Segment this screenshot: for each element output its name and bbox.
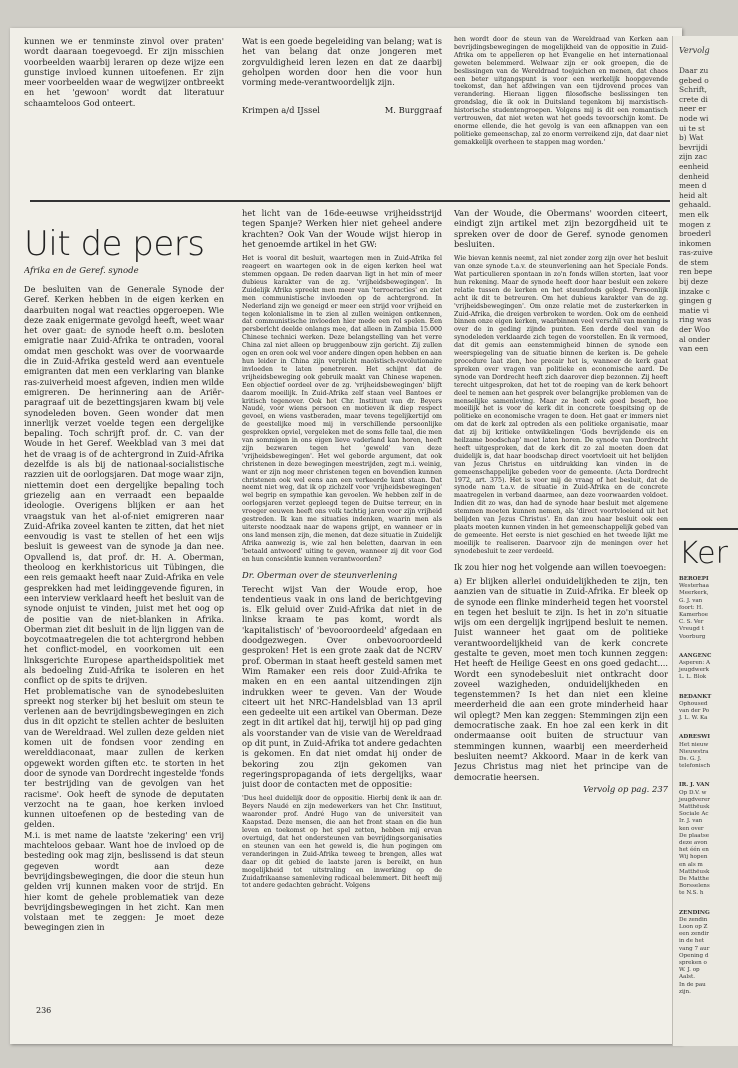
next-page-section bbox=[679, 653, 738, 682]
page-number: 236 bbox=[36, 1006, 52, 1015]
col1-paragraph: M.i. is met name de laatste 'zekering' een vrij machteloos gebaar. Want hoe de invloed op de besteding ook mag zijn, beslissend is dat steun gegeven wordt aan deze bevrijdingsbewegingen, die door die steun hun gelden vrij kunnen maken voor de strijd. En hier komt de gehele problematiek van deze bevrijdingsbewegingen in het zicht. Kan men volstaan met te zeggen: Je moet deze bewegingen zien in bbox=[24, 829, 224, 933]
next-page-section-head: ZENDING bbox=[679, 909, 710, 916]
col3-tail: Ik zou hier nog het volgende aan willen toevoegen: bbox=[454, 561, 667, 572]
col1-paragraph: Het problematische van de synodebesluiten spreekt nog sterker bij het besluit om steun te verlenen aan de bevrijdingsbewegingen en zich dus in dit opzicht te stellen achter de besluiten van de Wereldraad. Wel zullen deze gelden niet komen uit de fondsen voor zending en werelddiaconaat, maar zullen de kerken opgewekt worden giften etc. te storten in het door de synode van Dordrecht ingestelde 'fonds ter bestrijding van de gevolgen van het racisme'. Ook heeft de synode de deputaten verzocht na te gaan, hoe kerken invloed kunnen uitoefenen op de besteding van de gelden. bbox=[24, 685, 224, 830]
next-page-edge bbox=[672, 36, 738, 1046]
signature bbox=[242, 105, 442, 115]
next-page-section-head: ADRESWI bbox=[679, 734, 711, 741]
next-page-section-text: Het nieuw Nieuwstra Ds. G. J. telefonisch bbox=[679, 741, 711, 770]
top-text-3: hen wordt door de steun van de Wereldraad van Kerken aan bevrijdingsbewegingen de mogelijkheid van de oppositie in Zuid-Afrika om te appelleren op het Evangelie en het internationaal geweten belemmerd. Welwaar zijn er ook groepen, die de beslissingen van de Wereldraad toejuichen en menen, dat chaos een beter uitgangspunt is voor een werkelijk hoopgevende toekomst, dan het afdwingen van een tijdrovend proces van verandering. Hieraan liggen filosofische beslissingen ten grondslag, die ik ook in Duitsland tegenkom bij marxistisch-historische studentengroepen. Volgens mij is dit een romantisch vertrouwen, dat niet weten wat het goeds tevoorschijn komt. De enorme ellende, die het gevolg is van een afknappen van een politieke gemeenschap, zal zo enorm verreikend zijn, dat daar niet gemakkelijk overheen te stappen mag worden.' bbox=[454, 36, 668, 146]
top-column-2 bbox=[242, 36, 442, 156]
section-divider bbox=[30, 200, 670, 202]
next-page-section-text: Op D.V. w jeugdverer Matthëusk Sociale Ac Ir. J. van ken over De plaatse deze avon het één en Wij hopen en als m Matthëusk De Matthe Borsselens te N.S. h bbox=[679, 789, 710, 897]
next-page-section bbox=[679, 734, 738, 770]
top-text-2: Wat is een goede begeleiding van belang; wat is het van belang dat onze jongeren met zorgvuldigheid leren lezen en dat ze daarbij geholpen worden door hen die voor hun vorming mede-verantwoordelijk zijn. bbox=[242, 36, 442, 88]
col2-body: Terecht wijst Van der Woude erop, hoe tendentieus vaak in ons land de berichtgeving is. Elk geluid over Zuid-Afrika dat niet in de linkse kraam te pas komt, wordt als 'kapitalistisch' of 'bevooroordeeld' afgedaan en doodgezwegen. Over onbevooroordeeld gesproken! Het is een grote zaak dat de NCRV prof. Oberman in staat heeft gesteld samen met Wim Ramaker een reis door Zuid-Afrika te maken en en een aantal uitzendingen zijn indrukken weer te geven. Van der Woude citeert uit het NRC-Handelsblad van 13 april een gedeelte uit een artikel van Oberman. Deze zegt in dit artikel dat hij, terwijl hij op pad ging als voorstander van de visie van de Wereldraad op dit punt, in Zuid-Afrika tot andere gedachten is gekomen. En dat niet omdat hij onder de bekoring zou zijn gekomen van regeringspropaganda of iets dergelijks, waar juist door de contacten met de oppositie: bbox=[242, 583, 442, 790]
top-column-1 bbox=[24, 36, 224, 108]
article-column-2 bbox=[242, 208, 442, 1008]
col3-quote: Wie bievan kennis neemt, zal niet zonder zorg zijn over het besluit van onze synode t.a.v. de steunverlening aan het Speciale Fonds. Wat particulieren spontaan in zo'n fonds willen storten, laat voor hun rekening. Maar de synode heeft door haar besluit een zekere relatie tussen de kerken en het steunfonds gelegd. Persoonlijk acht ik dit te betreuren. Om het dubieus karakter van de zg. 'vrijheidsbewegingen'. Om onze relatie met de zusterkerken in Zuid-Afrika, die dreigen verbroken te worden. Ook om de eenheid binnen onze eigen kerken, waarbinnen veel verschil van mening is over de in geding zijnde punten. Een derde deel van de synodeleden verklaarde zich tegen de voorstellen. En ik vermoed, dat dit gemis aan eenstemmigheid binnen de synode een weerspiegeling van de situatie binnen de kerken is. De gehele procedure laat zien, hoe precair het is, wanneer de kerk gaat spreken over vragen van politieke en economische aard. De synode van Dordrecht heeft zich daarover diep bezonnen. Zij heeft terecht uitgesproken, dat het tot de roeping van de kerk behoort deel te nemen aan het gesprek over belangrijke problemen van de menselijke samenleving. Maar ze heeft ook goed beseft, hoe moeilijk het is voor de kerk dit in concrete toespitsing op de politieke en economische vragen te doen. Het gaat er immers niet om dat de kerk zal optreden als een politieke organisatie, maar dat zij bij kritieke ontwikkelingen 'Gods bevrijdende eis en heilzame boodschap' moet laten horen. De synode van Dordrecht heeft uitgesproken, dat de kerk dit zo zal moeten doen dat duidelijk is, dat haar boodschap direct voortvloeit uit het belijden van Jezus Christus en uitdrukking kan vinden in de gemeenschappelijke gebeden voor de gemeente. (Acta Dordrecht 1972, art. 375). Het is voor mij de vraag of het besluit, dat de synode nam t.a.v. de situatie in Zuid-Afrika en de concrete maatregelen in verband daarmee, aan deze voorwaarden voldoet. Indien dit zo was, dan had de synode haar besluit met algemene stemmen moeten kunnen nemen, als 'direct voortvloeiend uit het belijden van Jezus Christus'. En dan zou haar besluit ook een plaats moeten kunnen vinden in het gemeenschappelijk gebed van de gemeente. Het eerste is niet geschied en het tweede lijkt me moeilijk te realiseren. Daarvoor zijn de meningen over het synodebesluit te zeer verdeeld. bbox=[454, 255, 668, 555]
article-column-3 bbox=[454, 208, 668, 1012]
next-page-section bbox=[679, 782, 738, 897]
next-page-title: Ker bbox=[679, 536, 728, 571]
next-page-section-text: Ophoused van der Po J. L. W. Ka bbox=[679, 700, 710, 722]
next-page-section-text: Asperen: A jeugdwerk L. L. Blok bbox=[679, 660, 711, 681]
next-page-divider bbox=[679, 528, 738, 530]
next-page-text: Daar zu gebed o Schrift, crete di neer er node wi ui te st b) Wat bevrijdi zijn zac eenheid denheid meen d heid alt gehaald. men elk mogen z broederl inkomen ras-zuive de stem ren bepe bij deze inzake c gingen g matie vi ring was der Woo al onder van een bbox=[679, 66, 713, 354]
article-deck: Afrika en de Geref. synode bbox=[24, 266, 139, 276]
next-page-section-text: Westerhaa Meerkerk, G. J. van foort: H. Kamerhoe C. S. Ver Vreugd t Voorburg bbox=[679, 583, 709, 640]
next-page-section-head: BEDANKT bbox=[679, 693, 712, 700]
next-page-section-head: AANGENC bbox=[679, 652, 712, 659]
col1-paragraph: De besluiten van de Generale Synode der Geref. Kerken hebben in de eigen kerken en daarbuiten nogal wat reacties opgeroepen. Wie deze zaak enigermate gevolgd heeft, weet waar het over gaat: de synode heeft o.m. besloten emigratie naar Zuid-Afrika te ontraden, vooral omdat men geschokt was over de voorwaarde die in Zuid-Afrika gesteld werd aan eventuele emigranten dat men een verklaring van blanke ras-zuiverheid moest afgeven, indien men wilde emigreren. De herinnering aan de Ariër-paragraaf uit de bezettingsjaren kwam bij vele synodeleden boven. Geen wonder dat men innerlijk verzet voelde tegen een dergelijke bepaling. Toch schrijft prof. dr. C. van der Woude in het Geref. Weekblad van 3 mei dat het de vraag is of de achtergrond in Zuid-Afrika dezelfde is als bij de nationaal-socialistische razzien uit de oorlogsjaren. Dat moge waar zijn, niettemin doet een dergelijke bepaling toch griezelig aan en verraadt een bepaalde ideologie. Overigens blijken er aan het vraagstuk van het al-of-niet emigreren naar Zuid-Afrika zoveel kanten te zitten, dat het niet eenvoudig is vast te stellen of het een wijs besluit is geweest van de synode ja dan nee. Opvallend is, dat prof. dr. H. A. Oberman, theoloog en kerkhistoricus uit Tübingen, die een reis gemaakt heeft naar Zuid-Afrika en vele gesprekken had met leidinggevende figuren, in een interview verklaard heeft het besluit van de synode onjuist te vinden, juist met het oog op de positie van de niet-blanken in Afrika. Oberman ziet dit besluit in de lijn liggen van de boycotmaatregelen die tot achtergrond hebben het conflict-model, en voorkomen uit een linksgerichte Europese apartheidspolitiek met als bedoeling Zuid-Afrika te isoleren en het conflict op de spits te drijven. bbox=[24, 284, 224, 686]
col2-intro: het licht van de 16de-eeuwse vrijheidsstrijd tegen Spanje? Werken hier niet geheel andere krachten? Ook Van der Woude wijst hierop in het genoemde artikel in het GW: bbox=[242, 208, 442, 249]
next-page-section bbox=[679, 694, 738, 723]
signature-name: M. Burggraaf bbox=[384, 105, 442, 116]
top-column-3 bbox=[454, 36, 668, 194]
article-title: Uit de pers bbox=[24, 224, 205, 264]
top-text-1: kunnen we er tenminste zinvol over praten' wordt daaraan toegevoegd. Er zijn misschien voorbeelden waarbij leraren op deze wijze een gunstige invloed kunnen uitoefenen. Er zijn meer voorbeelden waar de wegwijzer ontbreekt en het 'gewoon' wordt dat literatuur schaamteloos God onteert. bbox=[24, 36, 224, 108]
next-page-vervolg: Vervolg bbox=[679, 46, 710, 55]
magazine-page bbox=[10, 28, 682, 1044]
next-page-section-head: BEROEPI bbox=[679, 576, 709, 582]
next-page-section-head: IR. J. VAN bbox=[679, 782, 710, 789]
next-page-section-text: De zendin Loon op Z een zendir in de het vang 7 aur Opening d spreken o W. J. op Aalst. In de pau zijn. bbox=[679, 916, 710, 995]
col2-subhead: Dr. Oberman over de steunverlening bbox=[242, 569, 398, 580]
col2-quote: Het is vooral dit besluit, waartegen men in Zuid-Afrika fel reageert en waartegen ook in de eigen kerken heel wat stemmen opgaan. De reden daarvan ligt in het min of meer dubieus karakter van de zg. 'vrijheidsbewegingen'. In Zuidelijk Afrika spreekt men meer van 'terroeracties' en ziet men communistische invloeden op de achtergrond. In Nederland zijn we geneigd er meer een strijd voor vrijheid en tegen kolonialisme in te zien al zullen weinigen ontkennen, dat communistische invloeden hier mede een rol spelen. Een persberlcht deelde onlangs mee, dat alleen in Zambia 15.000 Chinese technici werken. Deze belangstelling van het verre China zal niet alleen op bruggenbouw zijn gericht. Zij zullen ogen en oren ook wel voor andere dingen open hebben en aan hun leider in China zijn verplicht maoïstisch-revolutionaire invloeden te laten penetreren. Het schijnt dat de vrijheidsbeweging ook gebruik maakt van Chinese wapenen. Een objectief oordeel over de zg. 'vrijheidsbewegingen' blijft daarom moeilijk. In Zuid-Afrika zelf staan veel Bantoes er kritisch tegenover. Ook het Chr. Instituut van dr. Beyers Naudé, voor wiens persoon en motieven ik diep respect gevoel, en wiens vastberaden, maar tevens tegelijkertijd om de geestelijke moed mij in verschillende persoonlijke gesprekken opviel, vergeleken met de soms felle taal, die men van sommigen in ons eigen lieve vaderland kan horen, heeft zijn bezwaren tegen het 'geweld' van deze 'vrijheidsbewegingen'. Het wel geborde argument, dat ook christenen in deze bewegingen meestrijden, zegt m.i. weinig, want er zijn nog meer christenen tegen en bovendien kunnen christenen ook wel eens aan een verkeerde kant staan. Dat neemt niet weg, dat ik op zichzelf voor 'vrijheidsbewegingen' wel begrip en sympathie kan gevoelen. We hebben zelf in de oorlogsjaren verzet gepleegd tegen de Duitse terreur, en in vroeger eeuwen heeft ons volk tachtig jaren voor zijn vrijheid gestreden. Ik kan me situaties indenken, waarin men als uiterste noodzaak naar de wapens grijpt, en wanneer er in ons land mensen zijn, die menen, dat deze situatie in Zuidelijk Afrika aanwezig is, wie zal hen beletten, daarvan in een 'betaald antwoord' uiting te geven, wanneer zij dit voor God en hun consciëntie kunnen verantwoorden? bbox=[242, 255, 442, 563]
next-page-section bbox=[679, 910, 738, 996]
col3-body: Van der Woude, die Obermans' woorden citeert, eindigt zijn artikel met zijn bezorgdheid uit te spreken over de door de Geref. synode genomen besluiten. bbox=[454, 208, 668, 249]
article-column-1 bbox=[24, 224, 224, 994]
col2-quote-2: 'Dus heel duidelijk door de oppositie. Hierbij denk ik aan dr. Beyers Naudé en zijn medewerkers van het Chr. Instituut, waaronder prof. André Hugo van de universiteit van Kaapstad. Deze mensen, die aan het front staan en die hun leven en toekomst op het spel zetten, hebben mij ervan overtuigd, dat het ondersteunen van bevrijdingsorganisaties en steunen van een het geweld is, die hun pogingen om veranderingen in Zuid-Afrika teweeg te brengen, alles wat daar op dit gebied de laatste jaren is bereikt, en hun mogelijkheid tot uitstraling en inwerking op de Zuidafrikaanse samenleving radicaal belemmert. Dit heeft mij tot andere gedachten gebracht. Volgens bbox=[242, 795, 442, 890]
next-page-section bbox=[679, 576, 738, 641]
signature-place: Krimpen a/d IJssel bbox=[242, 105, 320, 116]
continued-reference: Vervolg op pag. 237 bbox=[583, 783, 668, 794]
col3-point-a: a) Er blijken allerlei onduidelijkheden te zijn, ten aanzien van de situatie in Zuid-Afrika. Er bleek op de synode een flinke minderheid tegen het voorstel en tegen het besluit te zijn. Is het in zo'n situatie wijs om een dergelijk ingrijpend besluit te nemen. Juist wanneer het gaat om de politieke verantwoordelijkheid van de kerk concrete gestalte te geven, moet men toch kunnen zeggen: Het heeft de Heilige Geest en ons goed gedacht.... Wordt een synodebesluit niet ontkracht door zoveel wazigheden, onduidelijkheden en tegenstemmen? Is het dan niet een kleine meerderheid die aan een grote minderheid haar wil oplegt? Men kan zeggen: Stemmingen zijn een democratische zaak. En hoe zal een kerk in dit ondermaanse ooit buiten de structuur van stemmingen kunnen, waarbij een meerderheid besluiten neemt? Akkoord. Maar in de kerk van Jezus Christus mag niet het principe van de democratie heersen. bbox=[454, 575, 668, 782]
